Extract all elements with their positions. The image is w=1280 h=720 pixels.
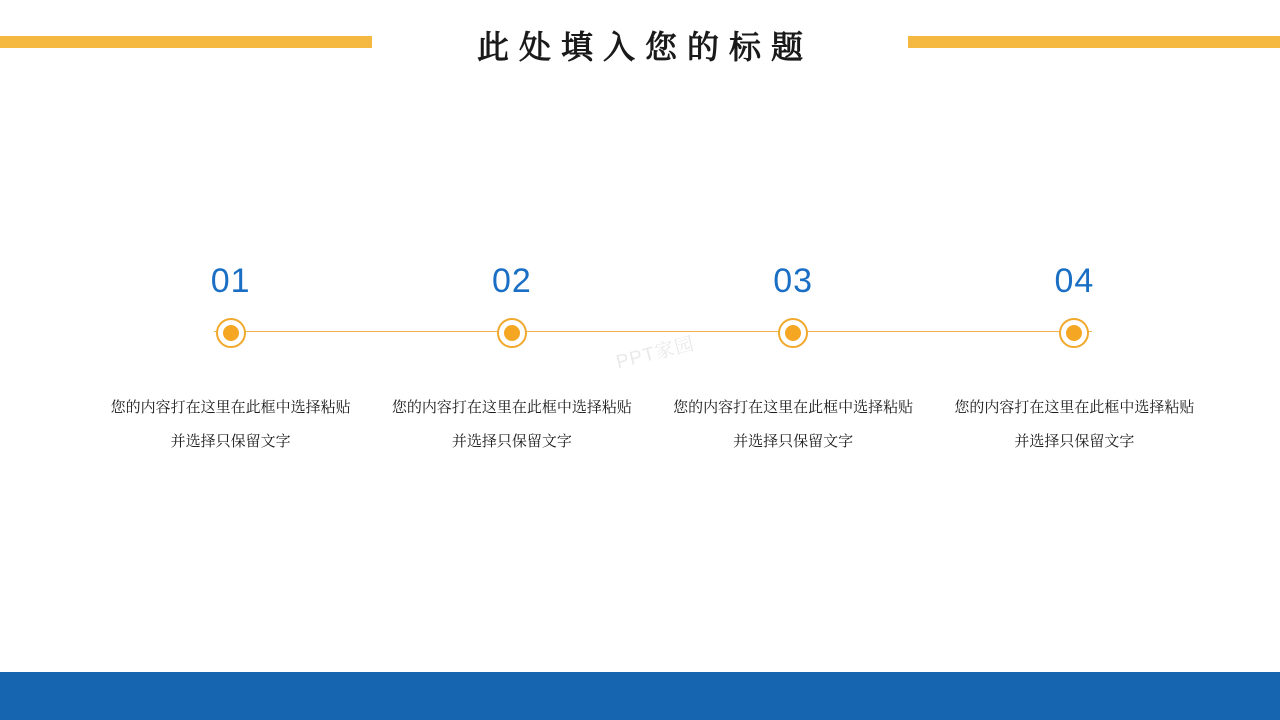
timeline-item[interactable] — [90, 240, 371, 490]
footer-bar — [0, 672, 1280, 720]
timeline — [0, 240, 1280, 490]
timeline-item-number: 04 — [1054, 262, 1095, 300]
timeline-item-number: 02 — [491, 262, 532, 300]
timeline-dot-icon — [497, 318, 527, 348]
timeline-dot-icon — [778, 318, 808, 348]
timeline-item-text: 您的内容打在这里在此框中选择粘贴并选择只保留文字 — [673, 398, 914, 450]
timeline-item-number: 01 — [210, 262, 251, 300]
timeline-item[interactable] — [934, 240, 1215, 490]
timeline-item-text: 您的内容打在这里在此框中选择粘贴并选择只保留文字 — [110, 398, 351, 450]
timeline-dot-icon — [216, 318, 246, 348]
watermark: PPT家园 — [614, 333, 697, 374]
timeline-item[interactable] — [371, 240, 652, 490]
page-title: 此处填入您的标题 — [476, 28, 813, 66]
slide-header — [0, 0, 1280, 88]
timeline-item-text: 您的内容打在这里在此框中选择粘贴并选择只保留文字 — [954, 398, 1195, 450]
timeline-dot-icon — [1059, 318, 1089, 348]
timeline-item-text: 您的内容打在这里在此框中选择粘贴并选择只保留文字 — [391, 398, 632, 450]
timeline-item-number: 03 — [773, 262, 814, 300]
timeline-item[interactable] — [653, 240, 934, 490]
timeline-nodes — [90, 240, 1215, 490]
